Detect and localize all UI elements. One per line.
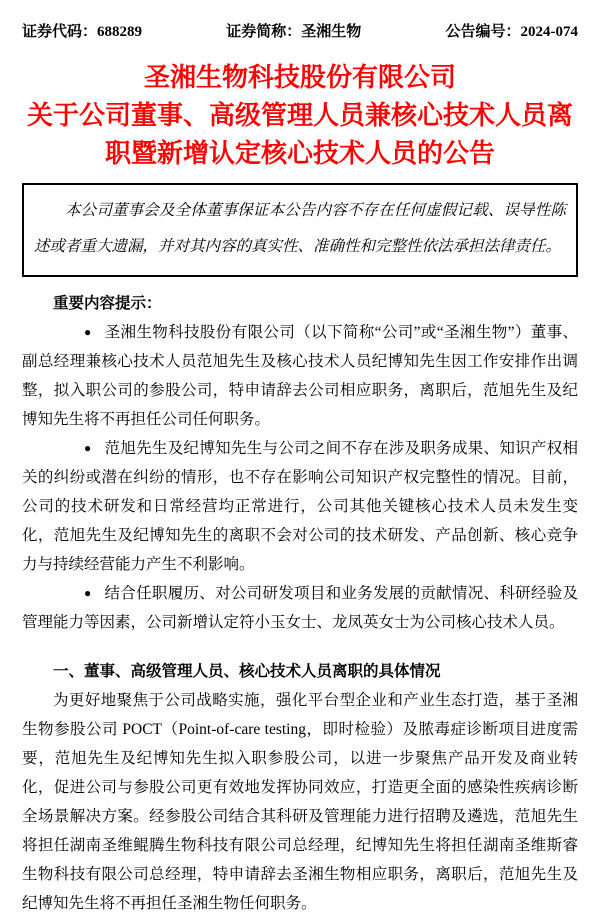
bullet-icon: ● <box>84 586 92 600</box>
announcement-number: 公告编号：2024-074 <box>445 24 578 40</box>
notice-bullet-1-text: 圣湘生物科技股份有限公司（以下简称“公司”或“圣湘生物”）董事、副总经理兼核心技术人员范旭先生及核心技术人员纪博知先生因工作安排作出调整，拟入职公司的参股公司，特申请辞去公司相应职务，离职后，范旭先生及纪博知先生将不再担任公司任何职务。 <box>22 324 578 428</box>
document-title <box>22 58 578 172</box>
important-notice-heading: 重要内容提示： <box>53 295 162 312</box>
title-line-2: 关于公司董事、高级管理人员兼核心技术人员离 <box>26 100 573 130</box>
notice-bullet-3 <box>22 579 578 637</box>
title-line-1: 圣湘生物科技股份有限公司 <box>143 62 456 92</box>
notice-bullet-2 <box>22 434 578 579</box>
section-1-paragraph: 为更好地聚焦于公司战略实施，强化平台型企业和产业生态打造，基于圣湘生物参股公司 POCT（Point-of-care testing，即时检验）及脓毒症诊断项目进度需要，范旭先生及纪博知先生拟入职参股公司，以进一步聚焦产品开发及商业转化，促进公司与参股公司更有效地发挥协同效应，打造更全面的感染性疾病诊断全场景解决方案。经参股公司结合其科研及管理能力进行招聘及遴选，范旭先生将担任湖南圣维鲲腾生物科技有限公司总经理，纪博知先生将担任湖南圣维斯睿生物科技有限公司总经理，特申请辞去圣湘生物相应职务，离职后，范旭先生及纪博知先生将不再担任圣湘生物任何职务。 <box>22 692 578 912</box>
board-disclaimer-box <box>22 183 578 277</box>
document-body <box>22 289 578 918</box>
notice-bullet-2-text: 范旭先生及纪博知先生与公司之间不存在涉及职务成果、知识产权相关的纠纷或潜在纠纷的情形，也不存在影响公司知识产权完整性的情况。目前，公司的技术研发和日常经营均正常进行，公司其他关键核心技术人员未发生变化，范旭先生及纪博知先生的离职不会对公司的技术研发、产品创新、核心竞争力与持续经营能力产生不利影响。 <box>22 440 578 573</box>
section-1-heading: 一、董事、高级管理人员、核心技术人员离职的具体情况 <box>53 663 441 680</box>
bullet-icon: ● <box>84 441 92 455</box>
document-header <box>22 22 578 42</box>
board-disclaimer-text: 本公司董事会及全体董事保证本公告内容不存在任何虚假记载、误导性陈述或者重大遗漏，并对其内容的真实性、准确性和完整性依法承担法律责任。 <box>34 202 566 255</box>
stock-abbr: 证券简称：圣湘生物 <box>226 24 362 40</box>
title-line-3: 职暨新增认定核心技术人员的公告 <box>104 138 495 168</box>
notice-bullet-3-text: 结合任职履历、对公司研发项目和业务发展的贡献情况、科研经验及管理能力等因素，公司新增认定符小玉女士、龙凤英女士为公司核心技术人员。 <box>22 585 578 631</box>
notice-bullet-1 <box>22 318 578 434</box>
bullet-icon: ● <box>84 325 92 339</box>
stock-code: 证券代码：688289 <box>22 24 143 40</box>
